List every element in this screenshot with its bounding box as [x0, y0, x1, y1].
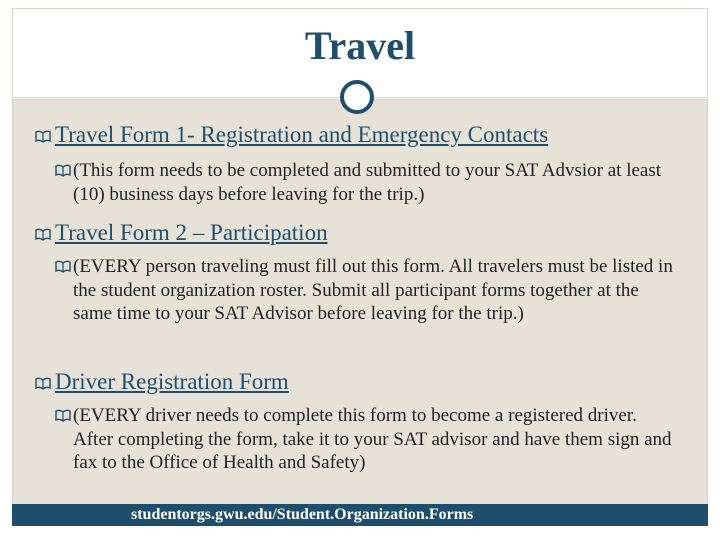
slide-title: Travel	[304, 23, 416, 68]
section-detail-travel-form-1	[55, 159, 680, 206]
open-book-icon	[35, 376, 51, 390]
section-heading-text: Travel Form 1- Registration and Emergency Contacts	[55, 122, 549, 147]
section-heading-text: Driver Registration Form	[55, 369, 289, 394]
section-detail-text: (EVERY driver needs to complete this form to become a registered driver. After completing the form, take it to your SAT advisor and have them sign and fax to the Office of Health and Safety)	[73, 405, 672, 473]
open-book-icon	[55, 259, 71, 273]
divider-circle-ornament	[340, 80, 374, 114]
section-detail-travel-form-2	[55, 255, 680, 326]
section-heading-text: Travel Form 2 – Participation	[55, 220, 328, 245]
open-book-icon	[55, 408, 71, 422]
section-detail-text: (This form needs to be completed and submitted to your SAT Advsior at least (10) business days before leaving for the trip.)	[73, 160, 662, 205]
open-book-icon	[35, 227, 51, 241]
open-book-icon	[35, 129, 51, 143]
section-detail-text: (EVERY person traveling must fill out this form. All travelers must be listed in the student organization roster. Submit all participant forms together at the same time to your SAT Advisor before leaving for the trip.)	[73, 256, 673, 324]
section-detail-driver-registration	[55, 404, 680, 475]
footer-url-link[interactable]: studentorgs.gwu.edu/Student.Organization.Forms	[131, 506, 474, 523]
open-book-icon	[55, 163, 71, 177]
